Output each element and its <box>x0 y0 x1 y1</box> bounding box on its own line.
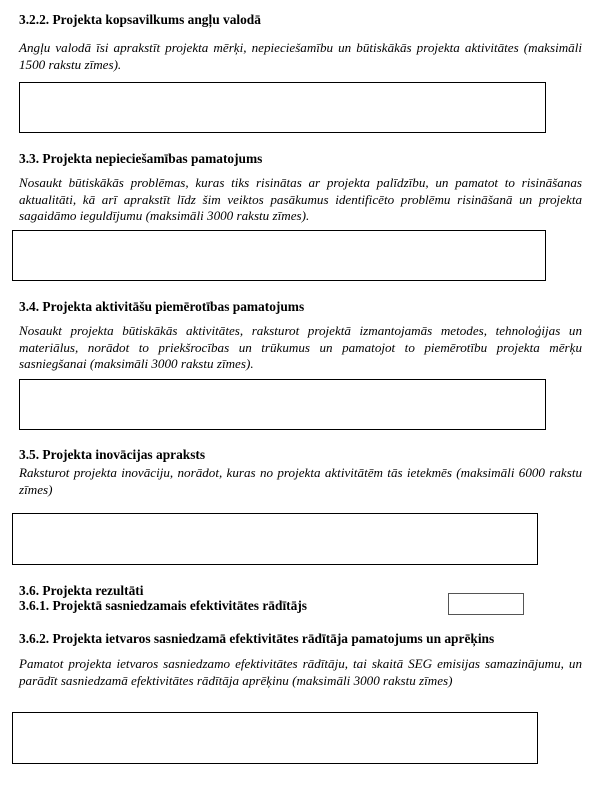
section-heading-3-5: 3.5. Projekta inovācijas apraksts <box>19 447 206 462</box>
project-summary-english-input[interactable] <box>19 82 546 133</box>
section-description-3-2-2: Angļu valodā īsi aprakstīt projekta mērķi, nepieciešamību un būtiskākās projekta aktivitātes (maksimāli 1500 rakstu zīmes). <box>19 40 582 72</box>
section-description-3-4: Nosaukt projekta būtiskākās aktivitātes, raksturot projektā izmantojamās metodes, tehnoloģijas un materiālus, norādot to priekšrocības un trūkumus un pamatojot to piemērotību projekta mērķu sasniegšanai (maksimāli 3000 rakstu zīmes). <box>19 323 582 371</box>
section-heading-3-4: 3.4. Projekta aktivitāšu piemērotības pamatojums <box>19 299 305 314</box>
section-description-3-6-2: Pamatot projekta ietvaros sasniedzamo efektivitātes rādītāju, tai skaitā SEG emisijas samazinājumu, un parādīt sasniedzamā efektivitātes rādītāja aprēķinu (maksimāli 3000 rakstu zīmes) <box>19 656 582 688</box>
section-heading-3-6-1: 3.6.1. Projektā sasniedzamais efektivitātes rādītājs <box>19 598 307 613</box>
project-innovation-input[interactable] <box>12 513 538 565</box>
efficiency-calculation-input[interactable] <box>12 712 538 764</box>
section-heading-3-6-2: 3.6.2. Projekta ietvaros sasniedzamā efektivitātes rādītāja pamatojums un aprēķins <box>19 631 495 646</box>
project-activities-suitability-input[interactable] <box>19 379 546 430</box>
section-heading-3-6: 3.6. Projekta rezultāti <box>19 583 144 598</box>
section-heading-3-2-2: 3.2.2. Projekta kopsavilkums angļu valodā <box>19 12 261 27</box>
section-description-3-5: Raksturot projekta inovāciju, norādot, kuras no projekta aktivitātēm tās ietekmēs (maksimāli 6000 rakstu zīmes) <box>19 465 582 497</box>
section-heading-3-3: 3.3. Projekta nepieciešamības pamatojums <box>19 151 263 166</box>
project-necessity-input[interactable] <box>12 230 546 281</box>
efficiency-indicator-input[interactable] <box>448 593 524 615</box>
section-description-3-3: Nosaukt būtiskākās problēmas, kuras tiks risinātas ar projekta palīdzību, un pamatot to risināšanas aktualitāti, kā arī aprakstīt līdz šim veiktos pasākumus identificēto problēmu risināšanā un projekta sagaidāmo ieguldījumu (maksimāli 3000 rakstu zīmes). <box>19 175 582 223</box>
